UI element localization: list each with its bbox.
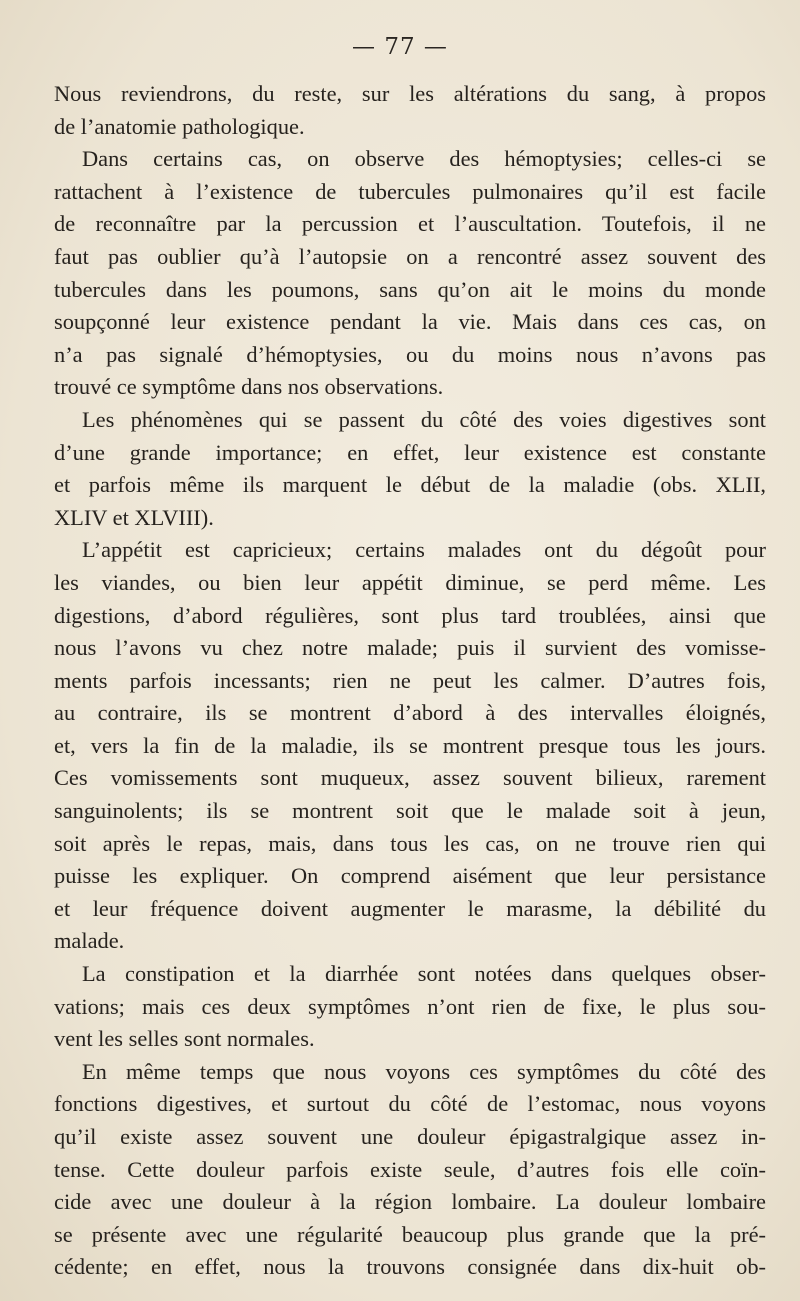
text-line: Ces vomissements sont muqueux, assez souvent bilieux, rarement: [54, 765, 766, 791]
text-line: trouvé ce symptôme dans nos observations.: [54, 374, 444, 400]
text-line: Dans certains cas, on observe des hémoptysies; celles-ci se: [82, 146, 766, 172]
body-text: [54, 78, 766, 1284]
text-line: tense. Cette douleur parfois existe seule, d’autres fois elle coïn-: [54, 1156, 766, 1182]
text-line: En même temps que nous voyons ces symptômes du côté des: [82, 1058, 766, 1084]
text-line: faut pas oublier qu’à l’autopsie on a rencontré assez souvent des: [54, 243, 766, 269]
text-line: soit après le repas, mais, dans tous les cas, on ne trouve rien qui: [54, 830, 766, 856]
text-line: cédente; en effet, nous la trouvons consignée dans dix-huit ob-: [54, 1254, 766, 1280]
text-line: de l’anatomie pathologique.: [54, 113, 305, 139]
text-line: ments parfois incessants; rien ne peut les calmer. D’autres fois,: [54, 667, 766, 693]
text-line: digestions, d’abord régulières, sont plus tard troublées, ainsi que: [54, 602, 766, 628]
text-line: se présente avec une régularité beaucoup plus grande que la pré-: [54, 1221, 766, 1247]
text-line: vations; mais ces deux symptômes n’ont rien de fixe, le plus sou-: [54, 993, 766, 1019]
text-line: puisse les expliquer. On comprend aisément que leur persistance: [54, 863, 766, 889]
text-line: Les phénomènes qui se passent du côté des voies digestives sont: [82, 406, 766, 432]
text-line: Nous reviendrons, du reste, sur les altérations du sang, à propos: [54, 81, 766, 106]
text-line: sanguinolents; ils se montrent soit que le malade soit à jeun,: [54, 798, 766, 824]
text-line: de reconnaître par la percussion et l’auscultation. Toutefois, il ne: [54, 211, 766, 237]
text-line: XLIV et XLVIII).: [54, 504, 214, 530]
text-line: et leur fréquence doivent augmenter le marasme, la débilité du: [54, 895, 766, 921]
text-line: nous l’avons vu chez notre malade; puis il survient des vomisse-: [54, 635, 766, 661]
text-line: vent les selles sont normales.: [54, 1026, 315, 1052]
text-line: les viandes, ou bien leur appétit diminue, se perd même. Les: [54, 569, 766, 595]
text-line: soupçonné leur existence pendant la vie. Mais dans ces cas, on: [54, 309, 766, 335]
text-line: fonctions digestives, et surtout du côté de l’estomac, nous voyons: [54, 1091, 766, 1117]
text-line: cide avec une douleur à la région lombaire. La douleur lombaire: [54, 1189, 766, 1215]
text-line: qu’il existe assez souvent une douleur épigastralgique assez in-: [54, 1124, 766, 1149]
text-line: malade.: [54, 928, 125, 954]
text-line: au contraire, ils se montrent d’abord à des intervalles éloignés,: [54, 700, 766, 726]
text-line: rattachent à l’existence de tubercules pulmonaires qu’il est facile: [54, 178, 766, 204]
text-line: La constipation et la diarrhée sont notées dans quelques obser-: [82, 961, 766, 987]
text-line: tubercules dans les poumons, sans qu’on ait le moins du monde: [54, 276, 766, 302]
page-number: — 77 —: [352, 34, 448, 60]
text-line: L’appétit est capricieux; certains malades ont du dégoût pour: [82, 537, 766, 563]
text-line: et parfois même ils marquent le début de la maladie (obs. XLII,: [54, 472, 766, 498]
text-line: et, vers la fin de la maladie, ils se montrent presque tous les jours.: [54, 732, 766, 758]
text-line: d’une grande importance; en effet, leur existence est constante: [54, 439, 766, 465]
text-line: n’a pas signalé d’hémoptysies, ou du moins nous n’avons pas: [54, 341, 766, 367]
